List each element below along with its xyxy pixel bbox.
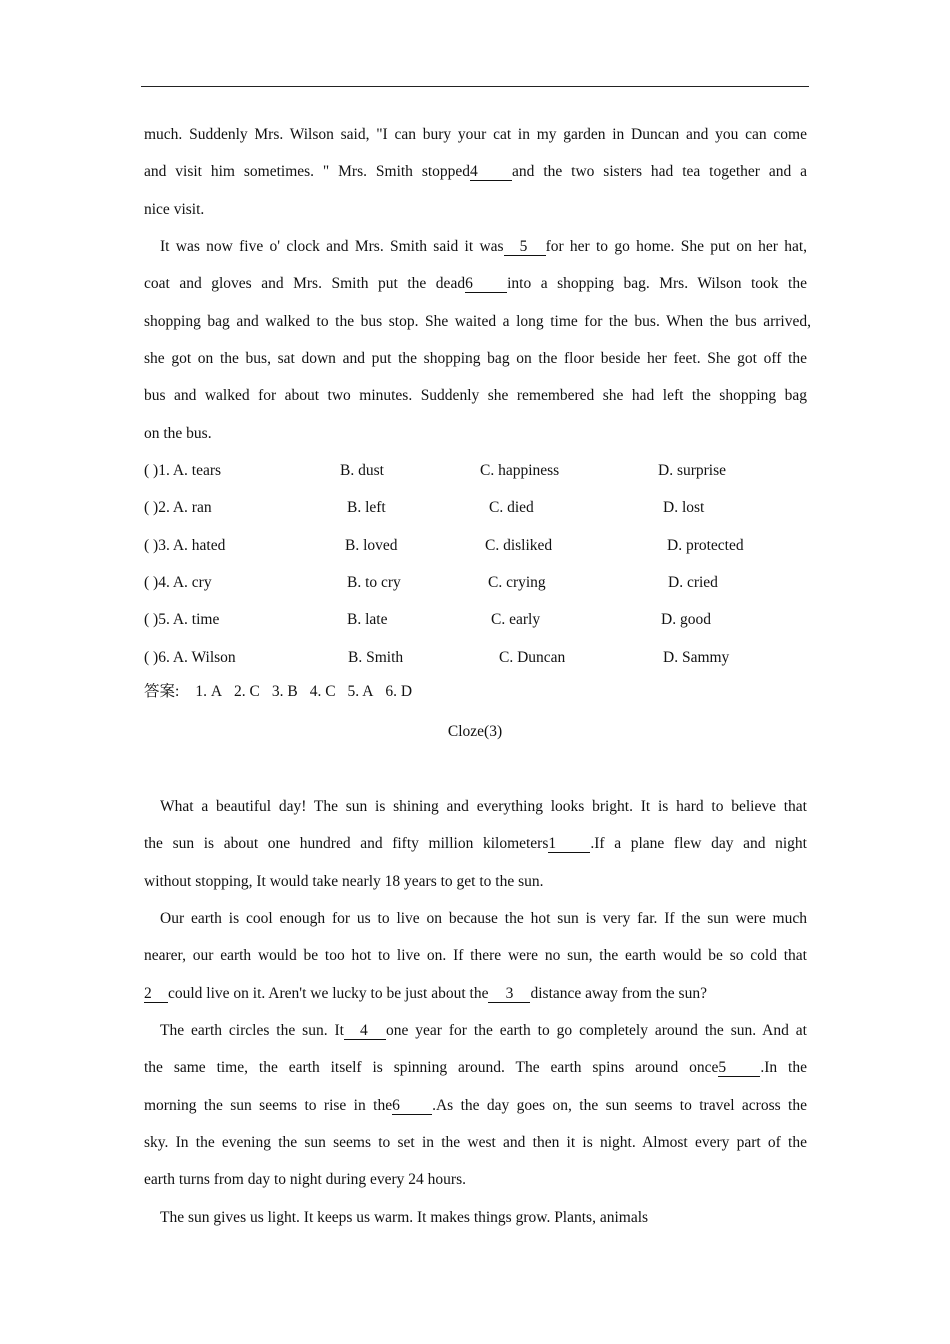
passage-line: nice visit. (144, 201, 205, 218)
question-stem: ( )3. A. hated (144, 537, 226, 554)
answer-item: 1. A (195, 683, 223, 700)
passage-line: morning the sun seems to rise in the6 .As the day goes on, the sun seems to travel across the (144, 1097, 807, 1114)
question-row (144, 461, 807, 481)
option-b[interactable]: B. Smith (348, 649, 404, 666)
option-d[interactable]: D. cried (668, 574, 718, 591)
passage-line: shopping bag and walked to the bus stop. She waited a long time for the bus. When the bus arrived, (144, 313, 811, 330)
option-c[interactable]: C. happiness (480, 462, 560, 479)
header-rule (141, 86, 809, 87)
answer-item: 6. D (385, 683, 413, 700)
option-c[interactable]: C. disliked (485, 537, 553, 554)
passage-line: coat and gloves and Mrs. Smith put the dead6 into a shopping bag. Mrs. Wilson took the (144, 275, 807, 292)
passage-line: nearer, our earth would be too hot to live on. If there were no sun, the earth would be so cold that (144, 947, 807, 964)
passage-line: she got on the bus, sat down and put the shopping bag on the floor beside her feet. She got off the (144, 350, 807, 367)
option-b[interactable]: B. left (347, 499, 386, 516)
blank-5[interactable]: 5 (718, 1059, 760, 1077)
blank-3[interactable]: 3 (488, 985, 530, 1003)
passage-line: without stopping, It would take nearly 18 years to get to the sun. (144, 873, 544, 890)
question-stem: ( )5. A. time (144, 611, 220, 628)
blank-1[interactable]: 1 (548, 835, 590, 853)
question-row (144, 536, 807, 556)
option-b[interactable]: B. late (347, 611, 388, 628)
answer-key (144, 682, 424, 702)
passage-line: The earth circles the sun. It 4 one year for the earth to go completely around the sun. And at (160, 1022, 807, 1039)
question-stem: ( )6. A. Wilson (144, 649, 236, 666)
question-stem: ( )4. A. cry (144, 574, 212, 591)
answer-label: 答案: (144, 683, 180, 700)
question-stem: ( )2. A. ran (144, 499, 212, 516)
answer-item: 5. A (347, 683, 374, 700)
passage-line: and visit him sometimes. " Mrs. Smith stopped4 and the two sisters had tea together and a (144, 163, 807, 180)
passage-line: the sun is about one hundred and fifty million kilometers1 .If a plane flew day and night (144, 835, 807, 852)
option-b[interactable]: B. loved (345, 537, 398, 554)
question-row (144, 610, 807, 630)
answer-item: 4. C (309, 683, 336, 700)
option-d[interactable]: D. surprise (658, 462, 727, 479)
passage-line: The sun gives us light. It keeps us warm. It makes things grow. Plants, animals (160, 1209, 649, 1226)
passage-line: much. Suddenly Mrs. Wilson said, "I can bury your cat in my garden in Duncan and you can come (144, 126, 807, 143)
section-title: Cloze(3) (447, 723, 503, 740)
passage-line: bus and walked for about two minutes. Suddenly she remembered she had left the shopping bag (144, 387, 807, 404)
option-b[interactable]: B. dust (340, 462, 384, 479)
option-d[interactable]: D. good (661, 611, 711, 628)
option-c[interactable]: C. crying (488, 574, 546, 591)
answer-item: 2. C (234, 683, 260, 700)
question-stem: ( )1. A. tears (144, 462, 222, 479)
passage-line: on the bus. (144, 425, 212, 442)
blank-4[interactable]: 4 (470, 163, 512, 181)
blank-6[interactable]: 6 (465, 275, 507, 293)
passage-line: Our earth is cool enough for us to live on because the hot sun is very far. If the sun were much (160, 910, 807, 927)
question-row (144, 498, 807, 518)
option-c[interactable]: C. died (489, 499, 534, 516)
option-d[interactable]: D. lost (663, 499, 705, 516)
option-d[interactable]: D. Sammy (663, 649, 730, 666)
blank-6[interactable]: 6 (392, 1097, 432, 1115)
blank-4[interactable]: 4 (344, 1022, 386, 1040)
question-row (144, 648, 807, 668)
passage-line: earth turns from day to night during every 24 hours. (144, 1171, 466, 1188)
passage-line: the same time, the earth itself is spinning around. The earth spins around once5 .In the (144, 1059, 807, 1076)
option-c[interactable]: C. Duncan (499, 649, 566, 666)
passage-line: 2 could live on it. Aren't we lucky to be just about the 3 distance away from the sun? (144, 985, 707, 1002)
option-b[interactable]: B. to cry (347, 574, 401, 591)
passage-line: sky. In the evening the sun seems to set in the west and then it is night. Almost every part of the (144, 1134, 807, 1151)
blank-5[interactable]: 5 (504, 238, 546, 256)
question-row (144, 573, 807, 593)
passage-line: It was now five o' clock and Mrs. Smith said it was 5 for her to go home. She put on her hat, (160, 238, 808, 255)
blank-2[interactable]: 2 (144, 985, 168, 1003)
passage-line: What a beautiful day! The sun is shining and everything looks bright. It is hard to believe that (160, 798, 807, 815)
option-d[interactable]: D. protected (667, 537, 744, 554)
answer-item: 3. B (271, 683, 298, 700)
option-c[interactable]: C. early (491, 611, 541, 628)
